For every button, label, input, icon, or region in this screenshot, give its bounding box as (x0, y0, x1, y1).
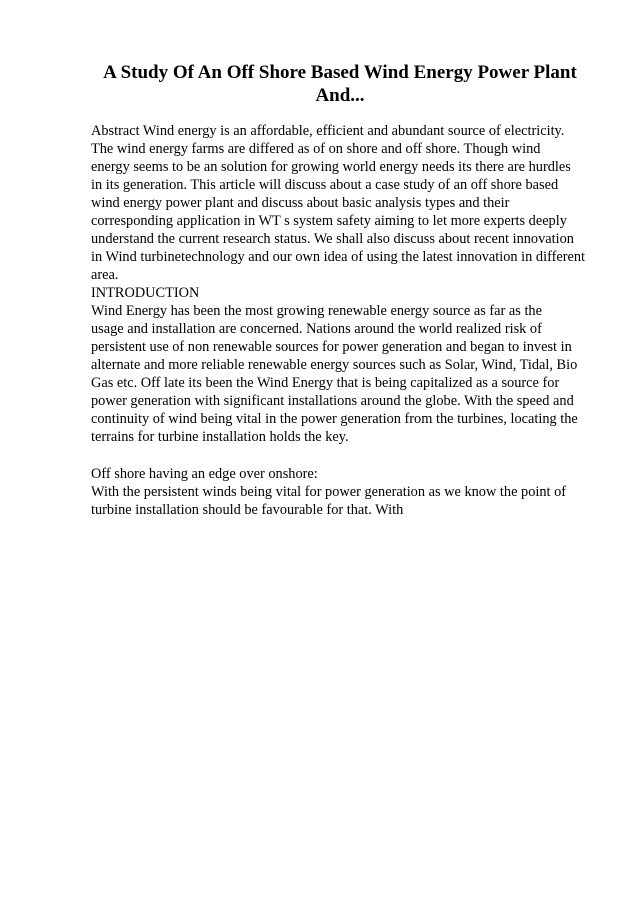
abstract-line: wind energy power plant and discuss about basic analysis types and their (91, 195, 510, 211)
abstract-line: in Wind turbinetechnology and our own idea of using the latest innovation in different (91, 249, 586, 265)
offshore-line: turbine installation should be favourable for that. With (91, 502, 404, 518)
title-line-2: And... (315, 85, 365, 106)
introduction-line: terrains for turbine installation holds the key. (91, 429, 349, 445)
abstract-line: area. (91, 267, 119, 283)
offshore-heading: Off shore having an edge over onshore: (91, 466, 318, 482)
introduction-line: Wind Energy has been the most growing renewable energy source as far as the (91, 303, 542, 319)
introduction-line: persistent use of non renewable sources for power generation and began to invest in (91, 339, 572, 355)
abstract-line: energy seems to be an solution for growing world energy needs its there are hurdles (91, 159, 571, 175)
introduction-line: continuity of wind being vital in the power generation from the turbines, locating the (91, 411, 578, 427)
introduction-line: power generation with significant installations around the globe. With the speed and (91, 393, 574, 409)
abstract-paragraph (91, 122, 606, 284)
document-body (91, 122, 606, 519)
abstract-line: Abstract Wind energy is an affordable, efficient and abundant source of electricity. (91, 123, 565, 139)
offshore-paragraph (91, 483, 606, 519)
abstract-line: in its generation. This article will discuss about a case study of an off shore based (91, 177, 559, 193)
abstract-line: corresponding application in WT s system safety aiming to let more experts deeply (91, 213, 567, 229)
abstract-line: understand the current research status. We shall also discuss about recent innovation (91, 231, 574, 247)
introduction-line: usage and installation are concerned. Nations around the world realized risk of (91, 321, 542, 337)
introduction-heading: INTRODUCTION (91, 285, 200, 301)
document-title (60, 61, 620, 107)
abstract-line: The wind energy farms are differed as of on shore and off shore. Though wind (91, 141, 541, 157)
introduction-paragraph (91, 302, 606, 446)
introduction-line: Gas etc. Off late its been the Wind Energy that is being capitalized as a source for (91, 375, 560, 391)
offshore-line: With the persistent winds being vital for power generation as we know the point of (91, 484, 567, 500)
paragraph-spacer (91, 446, 606, 465)
introduction-line: alternate and more reliable renewable energy sources such as Solar, Wind, Tidal, Bio (91, 357, 578, 373)
title-line-1: A Study Of An Off Shore Based Wind Energy Power Plant (103, 62, 577, 83)
